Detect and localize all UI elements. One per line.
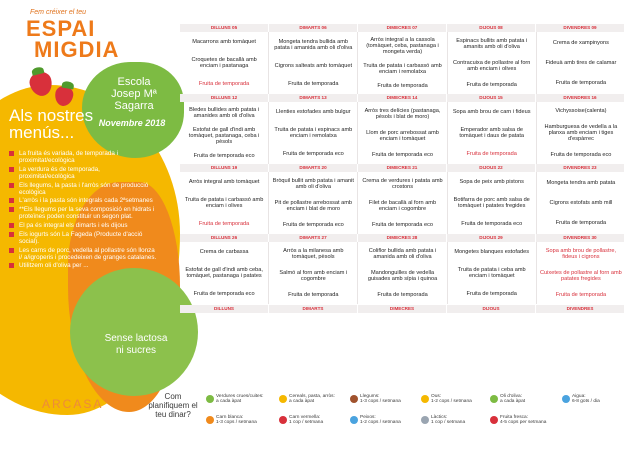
second-course: Contracuixa de pollastre al forn amb enciam i olives <box>452 59 531 73</box>
dessert: Fruita de temporada <box>466 81 517 88</box>
second-course: Mandonguilles de vedella guisades amb sípia i quinoa <box>367 269 438 283</box>
day-cell <box>448 242 537 304</box>
cereals-icon <box>279 395 287 403</box>
legend-frequency: 1-2 cops / setmana <box>431 399 472 405</box>
first-course: Arròs tres delícies (pastanaga, pèsols i blat de moro) <box>364 107 441 121</box>
legend-question <box>148 392 198 419</box>
menu-note: La fruita és variada, de temporada i proximitat/ecològica <box>9 150 157 164</box>
legend-item <box>206 415 257 426</box>
lactose-line1: Sense lactosa <box>104 333 168 344</box>
blank-week-header-row <box>180 305 625 313</box>
legend-item <box>279 415 323 426</box>
legend-item <box>490 415 546 426</box>
fish-icon <box>350 416 358 424</box>
day-cell <box>269 172 358 234</box>
dessert: Fruita de temporada <box>555 79 607 86</box>
day-header: DILLUNS 19 <box>180 164 269 172</box>
dessert: Fruita de temporada <box>288 80 339 87</box>
sidebar-heading-line2: menús... <box>9 123 75 142</box>
day-header: DIMARTS 06 <box>269 24 358 32</box>
legend-frequency: a cada àpat <box>289 399 315 405</box>
menu-note: Els llegums, la pasta i l'arròs són de producció ecològica <box>9 182 157 196</box>
day-header: DIJOUS 08 <box>447 24 536 32</box>
legend-food-name: Oli d'oliva: <box>500 394 522 399</box>
second-course: Botifarra de porc amb salsa de tomàquet i patates fregides <box>453 196 530 209</box>
legend-frequency: a cada àpat <box>216 399 242 405</box>
day-header: DIJOUS 29 <box>447 234 536 242</box>
day-header: DIMECRES 21 <box>358 164 447 172</box>
dessert: Fruita de temporada <box>466 150 517 157</box>
day-header: DIMARTS 27 <box>269 234 358 242</box>
day-cell <box>358 32 447 94</box>
day-cell <box>269 102 358 164</box>
legend-text <box>289 415 323 426</box>
vegetables-icon <box>206 395 214 403</box>
water-icon <box>562 395 570 403</box>
legend-text <box>216 394 263 405</box>
first-course: Macarrons amb tomàquet <box>192 38 256 45</box>
school-line2: Josep Mª <box>111 88 157 100</box>
day-header: DIVENDRES 30 <box>536 234 625 242</box>
second-course: Filet de bacallà al forn amb enciam i cogombre <box>368 199 437 213</box>
legend-frequency: 1-3 cops / setmana <box>216 420 257 426</box>
dessert: Fruita de temporada eco <box>550 151 612 158</box>
dessert: Fruita de temporada eco <box>282 221 344 228</box>
fruit-icon <box>490 416 498 424</box>
lactose-free-notice <box>86 333 186 357</box>
week-header-row <box>180 94 625 102</box>
legend-frequency: 1 cop / setmana <box>289 420 324 426</box>
dessert: Fruita de temporada eco <box>193 290 255 297</box>
day-header: DIVENDRES <box>536 305 625 313</box>
second-course: Truita de patata i espinacs amb enciam i remolatxa <box>274 126 353 139</box>
legend-item <box>350 415 401 426</box>
day-cell <box>448 172 537 234</box>
day-cell <box>269 242 358 304</box>
day-cell <box>358 242 447 304</box>
day-cell <box>537 102 625 164</box>
legend-food-name: Verdures crues/cuites: <box>216 394 264 399</box>
legend-food-name: Carn blanca: <box>216 415 244 420</box>
second-course: Hamburguesa de vedella a la planxa amb enciam i tiges d'espàrrec <box>544 123 618 143</box>
dessert: Fruita de temporada eco <box>193 153 255 159</box>
day-cell <box>358 102 447 164</box>
first-course: Mongetes blanques estofades <box>454 248 530 255</box>
dessert: Fruita de temporada <box>288 291 339 298</box>
legend-food-name: Cereals, pasta, arròs: <box>289 394 335 399</box>
second-course: Estofat de gall d'indi amb tomàquet, pastanaga, ceba i pèsols <box>188 126 260 146</box>
second-course: Pit de pollastre arrebossat amb enciam i blat de moro <box>274 199 353 213</box>
dessert: Fruita de temporada <box>198 220 250 227</box>
legumes-icon <box>350 395 358 403</box>
first-course: Arròs integral amb tomàquet <box>188 178 260 185</box>
first-course: Crema de verdures i patata amb crostons <box>362 177 443 191</box>
second-course: Truita de patata i carbassó amb enciam i olives <box>184 196 264 209</box>
day-header: DIVENDRES 09 <box>536 24 625 32</box>
legend-food-name: Peixos: <box>360 415 376 420</box>
sidebar-heading <box>9 107 93 141</box>
legend-text <box>431 415 465 426</box>
legend-text <box>360 415 401 426</box>
first-course: Bròquil bullit amb patata i amanit amb oli d'oliva <box>272 177 354 191</box>
day-cell <box>448 102 537 164</box>
legend-item <box>421 415 465 426</box>
day-cell <box>180 102 269 164</box>
legend-item <box>350 394 401 405</box>
day-cell <box>180 172 269 234</box>
legend-food-name: Llegums: <box>360 394 380 399</box>
first-course: Crema de xampinyons <box>552 39 609 46</box>
legend-frequency: 6-8 gots / dia <box>572 399 600 405</box>
legend-question-line1: Com <box>164 392 182 401</box>
week-row <box>180 242 625 304</box>
week-row <box>180 32 625 94</box>
second-course: Salmó al forn amb enciam i cogombre <box>279 269 348 283</box>
menu-note: **Els llegums per la seva composició en hidrats i proteïnes poden constituir un segon plat. <box>9 206 157 220</box>
second-course: Truita de patata i carbassó amb enciam i remolatxa <box>363 63 442 76</box>
legend-frequency: 1-2 cops / setmana <box>360 420 401 426</box>
first-course: Sopa amb brou de carn i fideus <box>452 108 531 115</box>
day-header: DIJOUS 22 <box>447 164 536 172</box>
day-header: DILLUNS 26 <box>180 234 269 242</box>
day-header: DIMARTS 13 <box>269 94 358 102</box>
first-course: Llenties estofades amb bulgur <box>275 108 351 115</box>
first-course: Sopa de peix amb pistons <box>459 178 524 185</box>
day-header: DIMECRES 14 <box>358 94 447 102</box>
legend-text <box>500 394 525 405</box>
legend-item <box>490 394 525 405</box>
logo-tagline: Fem créixer el teu <box>30 9 87 16</box>
legend-food-name: Ous: <box>431 394 442 399</box>
red-meat-icon <box>279 416 287 424</box>
dairy-icon <box>421 416 429 424</box>
day-cell <box>269 32 358 94</box>
first-course: Sopa amb brou de pollastre, fideus i cigrons <box>545 247 617 261</box>
second-course: Croquetes de bacallà amb enciam i pastanaga <box>191 56 257 69</box>
dessert: Fruita de temporada <box>377 83 428 89</box>
legend-item <box>562 394 600 405</box>
second-course: Cigrons salteats amb tomàquet <box>274 63 353 69</box>
menu-note: Els iogurts són La Fageda (Producte d'acció social). <box>9 231 157 245</box>
legend-frequency: 1 cop / setmana <box>431 420 466 426</box>
day-header: DIMARTS 20 <box>269 164 358 172</box>
day-cell <box>358 172 447 234</box>
dessert: Fruita de temporada <box>198 80 250 87</box>
second-course: Llom de porc arrebossat amb enciam i tomàquet <box>366 129 439 143</box>
legend-food-name: Làctics: <box>431 415 448 420</box>
day-header: DILLUNS 12 <box>180 94 269 102</box>
day-cell <box>537 242 625 304</box>
legend-question-line2: planifiquem el <box>148 401 198 410</box>
week-header-row <box>180 234 625 242</box>
school-line3: Sagarra <box>114 100 154 112</box>
day-cell <box>180 242 269 304</box>
sidebar-heading-line1: Als nostres <box>9 106 94 125</box>
menu-month: Novembre 2018 <box>98 118 166 128</box>
week-header-row <box>180 24 625 32</box>
school-line1: Escola <box>117 76 151 88</box>
legend-text <box>289 394 335 405</box>
menu-note: Utilitzem oli d'oliva per ... <box>9 262 157 269</box>
day-header: DIMECRES 07 <box>358 24 447 32</box>
logo-title-line2: MIGDIA <box>34 37 120 62</box>
legend-frequency: 1-3 cops / setmana <box>360 399 401 405</box>
legend-text <box>572 394 600 405</box>
eggs-icon <box>421 395 429 403</box>
day-header: DIMECRES <box>358 305 447 313</box>
second-course: Fideuà amb tires de calamar <box>545 59 617 66</box>
logo-title-line1: ESPAI <box>26 16 96 41</box>
dessert: Fruita de temporada <box>555 219 607 226</box>
first-course: Vichyssoise(calenta) <box>555 107 607 114</box>
lactose-line2: ni sucres <box>115 345 156 356</box>
legend-text <box>360 394 401 405</box>
legend-text <box>500 415 546 426</box>
legend-item <box>421 394 472 405</box>
legend-question-line3: teu dinar? <box>155 410 191 419</box>
dessert: Fruita de temporada eco <box>372 151 433 158</box>
dessert: Fruita de temporada <box>377 291 428 298</box>
week-row <box>180 172 625 234</box>
dessert: Fruita de temporada <box>466 290 517 297</box>
day-header: DIVENDRES 16 <box>536 94 625 102</box>
legend-text <box>216 415 257 426</box>
first-course: Arròs integral a la cassola (tomàquet, ceba, pastanaga i mongeta verda) <box>366 36 439 56</box>
dessert: Fruita de temporada eco <box>461 220 523 227</box>
green-background-shape-lower <box>70 268 198 396</box>
first-course: Coliflor bullida amb patata i amanida amb oli d'oliva <box>368 247 437 261</box>
first-course: Mongeta tendra amb patata <box>546 179 616 186</box>
day-header: DILLUNS 05 <box>180 24 269 32</box>
menu-note: La verdura és de temporada, proximitat/ecològica <box>9 166 157 180</box>
menu-note: L'arròs i la pasta són integrals cada 2ªsetmanes <box>9 197 157 204</box>
white-meat-icon <box>206 416 214 424</box>
legend-text <box>431 394 472 405</box>
second-course: Cigrons estofats amb mill <box>549 199 613 206</box>
first-course: Arròs a la milanesa amb tomàquet, pèsols <box>283 247 344 261</box>
second-course: Emperador amb salsa de tomàquet i daus de patata <box>459 126 525 139</box>
first-course: Crema de carbassa <box>199 248 249 255</box>
school-name <box>88 76 180 112</box>
day-header: DIMECRES 28 <box>358 234 447 242</box>
day-cell <box>537 32 625 94</box>
day-header: DILLUNS <box>180 305 269 313</box>
dessert: Fruita de temporada eco <box>372 221 433 228</box>
company-logo: ARCASA <box>42 397 104 411</box>
dessert: Fruita de temporada <box>555 291 607 298</box>
first-course: Bledes bullides amb patata i amanides amb oli d'oliva <box>189 106 260 119</box>
day-cell <box>537 172 625 234</box>
menu-table <box>180 24 625 313</box>
dessert: Fruita de temporada eco <box>282 150 344 157</box>
day-header: DIVENDRES 23 <box>536 164 625 172</box>
legend-item <box>279 394 335 405</box>
menu-notes-list <box>9 150 157 271</box>
legend-food-name: Carn vermella: <box>289 415 321 420</box>
first-course: Mongeta tendra bullida amb patata i amanida amb oli d'oliva <box>274 38 353 52</box>
second-course: Estofat de gall d'indi amb ceba, tomàquet, pastanaga i patates <box>185 266 263 279</box>
day-header: DIJOUS <box>447 305 536 313</box>
week-row <box>180 102 625 164</box>
legend-food-name: Fruita fresca: <box>500 415 528 420</box>
legend-frequency: 4-5 cops per setmana <box>500 420 547 426</box>
menu-note: Les carns de porc, vedella al pollastre són llonza i/ a/igroperis i procedeixen de granges catalanes. <box>9 247 157 261</box>
olive-oil-icon <box>490 395 498 403</box>
first-course: Espinacs bullits amb patata i amanits amb oli d'oliva <box>456 37 528 51</box>
day-cell <box>180 32 269 94</box>
second-course: Cuixetes de pollastre al forn amb patates fregides <box>540 269 622 283</box>
legend-food-name: Aigua: <box>572 394 586 399</box>
week-header-row <box>180 164 625 172</box>
second-course: Truita de patata i ceba amb enciam i tomàquet <box>457 266 526 279</box>
legend-item <box>206 394 263 405</box>
day-header: DIMARTS <box>269 305 358 313</box>
legend-frequency: a cada àpat <box>500 399 526 405</box>
day-header: DIJOUS 15 <box>447 94 536 102</box>
day-cell <box>448 32 537 94</box>
menu-note: El pa és integral els dimarts i els dijous <box>9 222 157 229</box>
